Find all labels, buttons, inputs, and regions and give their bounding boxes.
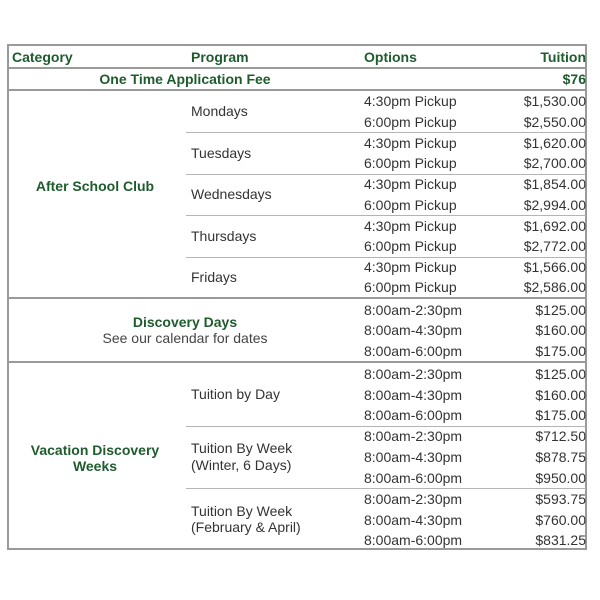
price-value: $160.00 (535, 322, 586, 338)
program-label: Tuition By Week (191, 440, 293, 456)
option-label: 4:30pm Pickup (364, 218, 457, 234)
price-value: $593.75 (535, 491, 586, 507)
option-label: 8:00am-2:30pm (364, 428, 463, 444)
option-label: 8:00am-2:30pm (364, 302, 463, 318)
program-label: Tuition By Week (191, 503, 293, 519)
section-divider (9, 361, 585, 363)
price-value: $125.00 (535, 302, 586, 318)
option-label: 8:00am-2:30pm (364, 366, 463, 382)
application-fee-amount: $76 (562, 71, 586, 87)
option-label: 6:00pm Pickup (364, 279, 457, 295)
price-value: $175.00 (535, 343, 586, 359)
option-label: 8:00am-6:00pm (364, 343, 463, 359)
section-divider (9, 297, 585, 299)
price-value: $2,550.00 (523, 114, 586, 130)
price-value: $950.00 (535, 470, 586, 486)
option-label: 8:00am-6:00pm (364, 407, 463, 423)
header-category: Category (12, 49, 73, 65)
program-sublabel: (February & April) (191, 519, 301, 535)
price-value: $175.00 (535, 407, 586, 423)
program-label: Wednesdays (191, 186, 272, 202)
program-label: Tuesdays (191, 145, 252, 161)
price-value: $1,854.00 (523, 176, 586, 192)
price-value: $2,700.00 (523, 155, 586, 171)
option-label: 6:00pm Pickup (364, 197, 457, 213)
price-value: $1,530.00 (523, 93, 586, 109)
option-label: 4:30pm Pickup (364, 135, 457, 151)
header-program: Program (191, 49, 249, 65)
option-label: 4:30pm Pickup (364, 93, 457, 109)
price-value: $125.00 (535, 366, 586, 382)
option-label: 8:00am-6:00pm (364, 532, 463, 548)
application-fee-label: One Time Application Fee (99, 71, 271, 87)
option-label: 8:00am-6:00pm (364, 470, 463, 486)
option-label: 8:00am-2:30pm (364, 491, 463, 507)
program-label: Mondays (191, 103, 248, 119)
price-value: $1,620.00 (523, 135, 586, 151)
program-label: Tuition by Day (191, 386, 280, 402)
option-label: 6:00pm Pickup (364, 238, 457, 254)
price-value: $2,586.00 (523, 279, 586, 295)
price-value: $760.00 (535, 512, 586, 528)
price-value: $878.75 (535, 449, 586, 465)
price-value: $1,566.00 (523, 259, 586, 275)
header-options: Options (364, 49, 417, 65)
option-label: 8:00am-4:30pm (364, 512, 463, 528)
header-tuition: Tuition (540, 49, 586, 65)
discovery-days-category: Discovery Days (132, 314, 238, 330)
vacation-category-line2: Weeks (72, 458, 118, 474)
price-value: $1,692.00 (523, 218, 586, 234)
after-school-category: After School Club (35, 178, 155, 194)
price-value: $831.25 (535, 532, 586, 548)
option-label: 8:00am-4:30pm (364, 322, 463, 338)
option-label: 4:30pm Pickup (364, 259, 457, 275)
program-label: Fridays (191, 269, 237, 285)
price-value: $712.50 (535, 428, 586, 444)
discovery-days-note: See our calendar for dates (102, 330, 268, 346)
price-value: $160.00 (535, 387, 586, 403)
vacation-category-line1: Vacation Discovery (30, 442, 160, 458)
option-label: 6:00pm Pickup (364, 155, 457, 171)
price-value: $2,994.00 (523, 197, 586, 213)
option-label: 8:00am-4:30pm (364, 449, 463, 465)
option-label: 6:00pm Pickup (364, 114, 457, 130)
program-sublabel: (Winter, 6 Days) (191, 457, 292, 473)
program-label: Thursdays (191, 228, 257, 244)
price-value: $2,772.00 (523, 238, 586, 254)
option-label: 4:30pm Pickup (364, 176, 457, 192)
option-label: 8:00am-4:30pm (364, 387, 463, 403)
